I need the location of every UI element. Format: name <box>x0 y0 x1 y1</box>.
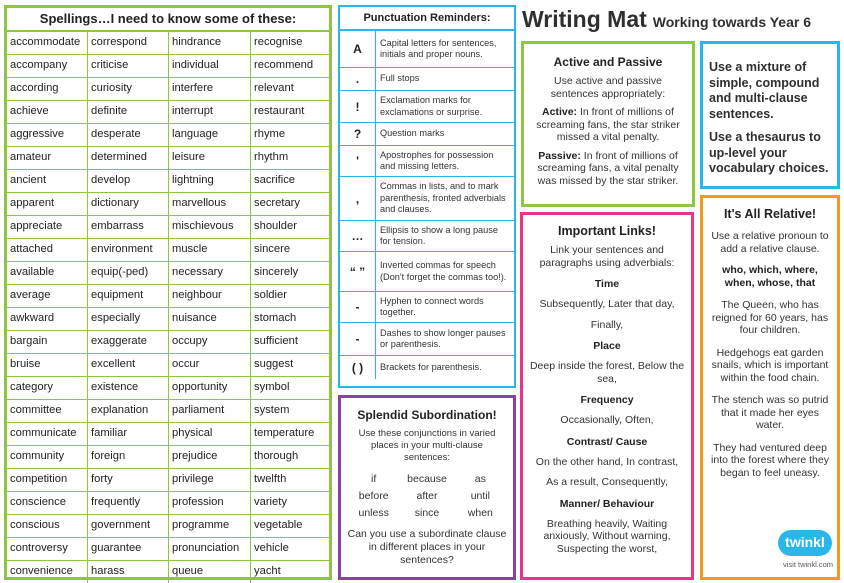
spelling-word: lightning <box>169 170 251 193</box>
punctuation-row <box>340 177 514 221</box>
spelling-word: attached <box>7 239 88 262</box>
punctuation-row <box>340 123 514 146</box>
spelling-word: queue <box>169 561 251 583</box>
spelling-word: rhythm <box>251 147 329 170</box>
spelling-word: shoulder <box>251 216 329 239</box>
spellings-title: Spellings…I need to know some of these: <box>7 8 329 32</box>
punctuation-row <box>340 31 514 68</box>
conjunction-word: before <box>358 490 389 502</box>
spelling-word: suggest <box>251 354 329 377</box>
spelling-word: recognise <box>251 32 329 55</box>
conjunction-word: because <box>407 473 447 485</box>
spelling-word: nuisance <box>169 308 251 331</box>
punctuation-symbol: . <box>340 68 376 90</box>
spelling-word: prejudice <box>169 446 251 469</box>
spelling-word: equip(-ped) <box>88 262 169 285</box>
punctuation-symbol: - <box>340 292 376 322</box>
passive-example <box>529 150 687 188</box>
spellings-grid <box>7 32 329 583</box>
spelling-word: correspond <box>88 32 169 55</box>
spelling-word: twelfth <box>251 469 329 492</box>
spelling-word: embarrass <box>88 216 169 239</box>
twinkl-logo[interactable]: twinkl <box>778 530 832 556</box>
active-passive-panel <box>521 41 695 207</box>
spelling-word: muscle <box>169 239 251 262</box>
punctuation-symbol: ! <box>340 91 376 122</box>
conjunction-word: when <box>467 507 493 519</box>
punctuation-title: Punctuation Reminders: <box>340 7 514 31</box>
punctuation-symbol: A <box>340 31 376 67</box>
spelling-word: restaurant <box>251 101 329 124</box>
spelling-word: physical <box>169 423 251 446</box>
spelling-word: yacht <box>251 561 329 583</box>
spelling-word: desperate <box>88 124 169 147</box>
punctuation-symbol: ( ) <box>340 356 376 379</box>
spelling-word: occupy <box>169 331 251 354</box>
subordination-question: Can you use a subordinate clause in different places in your sentences? <box>347 528 507 566</box>
spelling-word: aggressive <box>7 124 88 147</box>
relative-example: The stench was so putrid that it made her eyes water. <box>711 394 829 431</box>
subordination-intro: Use these conjunctions in varied places in your multi-clause sentences: <box>358 428 496 463</box>
spelling-word: sincerely <box>251 262 329 285</box>
punctuation-row <box>340 68 514 91</box>
spelling-word: conscious <box>7 515 88 538</box>
mixture-panel <box>700 41 840 189</box>
punctuation-row <box>340 252 514 292</box>
spelling-word: language <box>169 124 251 147</box>
spelling-word: symbol <box>251 377 329 400</box>
relative-title: It's All Relative! <box>723 207 817 221</box>
punctuation-row <box>340 323 514 356</box>
spelling-word: programme <box>169 515 251 538</box>
spelling-word: relevant <box>251 78 329 101</box>
passive-text: In front of millions of screaming fans, a vital penalty was missed by the star striker. <box>537 149 679 187</box>
links-adverbial-line: Finally, <box>590 318 624 331</box>
spelling-word: interfere <box>169 78 251 101</box>
spelling-word: excellent <box>88 354 169 377</box>
spelling-word: privilege <box>169 469 251 492</box>
spelling-word: bargain <box>7 331 88 354</box>
spelling-word: variety <box>251 492 329 515</box>
punctuation-symbol: … <box>340 221 376 251</box>
links-section-heading: Time <box>594 278 620 290</box>
passive-label: Passive: <box>538 149 581 162</box>
spelling-word: communicate <box>7 423 88 446</box>
links-adverbial-line: Subsequently, Later that day, <box>539 298 675 310</box>
active-text: In front of millions of screaming fans, the star striker missed a vital penalty. <box>536 106 680 143</box>
conjunction-word: if <box>371 473 377 485</box>
punctuation-description: Dashes to show longer pauses or parenthesis. <box>380 327 506 349</box>
active-label: Active: <box>542 106 578 118</box>
spelling-word: necessary <box>169 262 251 285</box>
punctuation-description: Exclamation marks for exclamations or surprise. <box>380 95 483 117</box>
relative-intro: Use a relative pronoun to add a relative clause. <box>711 230 829 255</box>
spelling-word: according <box>7 78 88 101</box>
spelling-word: amateur <box>7 147 88 170</box>
punctuation-description: Commas in lists, and to mark parenthesis, fronted adverbials and clauses. <box>380 181 506 215</box>
links-title: Important Links! <box>558 224 656 238</box>
links-panel <box>520 212 694 580</box>
mixture-line-2: Use a thesaurus to up-level your vocabulary choices. <box>709 130 829 175</box>
conjunction-word: after <box>416 490 438 502</box>
spelling-word: exaggerate <box>88 331 169 354</box>
relative-example: They had ventured deep into the forest where they began to feel uneasy. <box>711 441 829 479</box>
spelling-word: marvellous <box>169 193 251 216</box>
spelling-word: competition <box>7 469 88 492</box>
spelling-word: appreciate <box>7 216 88 239</box>
spelling-word: average <box>7 285 88 308</box>
spelling-word: stomach <box>251 308 329 331</box>
spelling-word: curiosity <box>88 78 169 101</box>
punctuation-description: Brackets for parenthesis. <box>380 361 482 372</box>
spelling-word: category <box>7 377 88 400</box>
spelling-word: vehicle <box>251 538 329 561</box>
links-adverbial-line: On the other hand, In contrast, <box>535 455 679 468</box>
spelling-word: temperature <box>251 423 329 446</box>
punctuation-description: Inverted commas for speech (Don't forget the commas too!). <box>380 260 507 282</box>
spelling-word: occur <box>169 354 251 377</box>
punctuation-list <box>340 31 514 379</box>
spelling-word: existence <box>88 377 169 400</box>
relative-example: The Queen, who has reigned for 60 years, has four children. <box>711 299 829 336</box>
active-passive-title: Active and Passive <box>553 55 663 69</box>
spelling-word: secretary <box>251 193 329 216</box>
spelling-word: sincere <box>251 239 329 262</box>
spelling-word: familiar <box>88 423 169 446</box>
spelling-word: accompany <box>7 55 88 78</box>
punctuation-symbol: , <box>340 177 376 220</box>
spelling-word: foreign <box>88 446 169 469</box>
conjunction-word: since <box>414 507 440 519</box>
punctuation-description: Capital letters for sentences, initials and proper nouns. <box>380 37 497 59</box>
punctuation-symbol: ? <box>340 123 376 145</box>
spelling-word: system <box>251 400 329 423</box>
spelling-word: government <box>88 515 169 538</box>
spelling-word: forty <box>88 469 169 492</box>
punctuation-row <box>340 292 514 323</box>
punctuation-symbol: “ ” <box>340 252 376 291</box>
punctuation-description: Full stops <box>380 73 420 84</box>
spelling-word: profession <box>169 492 251 515</box>
spelling-word: convenience <box>7 561 88 583</box>
active-example <box>529 106 687 144</box>
relative-pronouns: who, which, where, when, whose, that <box>722 264 818 289</box>
spelling-word: definite <box>88 101 169 124</box>
spelling-word: neighbour <box>169 285 251 308</box>
spelling-word: accommodate <box>7 32 88 55</box>
conjunction-word: unless <box>358 507 389 519</box>
spelling-word: ancient <box>7 170 88 193</box>
spelling-word: conscience <box>7 492 88 515</box>
punctuation-description: Ellipsis to show a long pause for tension. <box>380 224 498 246</box>
punctuation-symbol: - <box>340 323 376 355</box>
spelling-word: environment <box>88 239 169 262</box>
punctuation-row <box>340 356 514 379</box>
links-adverbial-line: Occasionally, Often, <box>560 414 654 426</box>
spelling-word: explanation <box>88 400 169 423</box>
links-section-heading: Place <box>593 340 621 352</box>
spelling-word: achieve <box>7 101 88 124</box>
spelling-word: rhyme <box>251 124 329 147</box>
spelling-word: committee <box>7 400 88 423</box>
punctuation-row <box>340 221 514 252</box>
spelling-word: guarantee <box>88 538 169 561</box>
mixture-line-1: Use a mixture of simple, compound and multi-clause sentences. <box>709 60 820 121</box>
punctuation-row <box>340 91 514 123</box>
punctuation-panel <box>338 5 516 388</box>
subordination-panel <box>338 395 516 580</box>
spelling-word: individual <box>169 55 251 78</box>
punctuation-description: Question marks <box>380 128 445 139</box>
spelling-word: harass <box>88 561 169 583</box>
links-section-heading: Contrast/ Cause <box>566 435 648 448</box>
spelling-word: controversy <box>7 538 88 561</box>
spellings-panel <box>4 5 332 580</box>
punctuation-row <box>340 146 514 177</box>
spelling-word: dictionary <box>88 193 169 216</box>
visit-link[interactable]: visit twinkl.com <box>782 560 833 569</box>
links-adverbial-line: Breathing heavily, Waiting anxiously, Without warning, Suspecting the worst, <box>543 517 671 555</box>
spelling-word: equipment <box>88 285 169 308</box>
spelling-word: thorough <box>251 446 329 469</box>
spelling-word: develop <box>88 170 169 193</box>
punctuation-description: Apostrophes for possession and missing letters. <box>380 149 494 171</box>
conjunction-word: until <box>470 490 490 502</box>
title-main: Writing Mat <box>522 6 647 32</box>
spelling-word: interrupt <box>169 101 251 124</box>
links-intro: Link your sentences and paragraphs using adverbials: <box>539 244 675 269</box>
spelling-word: awkward <box>7 308 88 331</box>
title-subtitle: Working towards Year 6 <box>652 14 812 30</box>
page-title <box>522 6 840 40</box>
spelling-word: sacrifice <box>251 170 329 193</box>
spelling-word: criticise <box>88 55 169 78</box>
relative-example: Hedgehogs eat garden snails, which is important within the food chain. <box>711 346 829 384</box>
punctuation-description: Hyphen to connect words together. <box>380 295 484 317</box>
spelling-word: especially <box>88 308 169 331</box>
conjunction-grid <box>347 473 507 519</box>
punctuation-symbol: ' <box>340 146 376 176</box>
spelling-word: pronunciation <box>169 538 251 561</box>
spelling-word: sufficient <box>251 331 329 354</box>
spelling-word: apparent <box>7 193 88 216</box>
spelling-word: available <box>7 262 88 285</box>
links-adverbial-line: As a result, Consequently, <box>546 476 668 488</box>
spelling-word: mischievous <box>169 216 251 239</box>
spelling-word: frequently <box>88 492 169 515</box>
links-section-heading: Frequency <box>580 394 634 406</box>
links-sections <box>523 278 691 555</box>
links-adverbial-line: Deep inside the forest, Below the sea, <box>529 360 685 385</box>
spelling-word: vegetable <box>251 515 329 538</box>
spelling-word: recommend <box>251 55 329 78</box>
links-section-heading: Manner/ Behaviour <box>559 497 655 510</box>
spelling-word: hindrance <box>169 32 251 55</box>
spelling-word: leisure <box>169 147 251 170</box>
subordination-title: Splendid Subordination! <box>357 408 497 422</box>
spelling-word: determined <box>88 147 169 170</box>
spelling-word: community <box>7 446 88 469</box>
spelling-word: parliament <box>169 400 251 423</box>
relative-examples <box>703 299 837 479</box>
conjunction-word: as <box>474 473 486 485</box>
relative-panel <box>700 195 840 580</box>
spelling-word: bruise <box>7 354 88 377</box>
spelling-word: opportunity <box>169 377 251 400</box>
spelling-word: soldier <box>251 285 329 308</box>
active-passive-intro: Use active and passive sentences appropriately: <box>550 75 666 100</box>
